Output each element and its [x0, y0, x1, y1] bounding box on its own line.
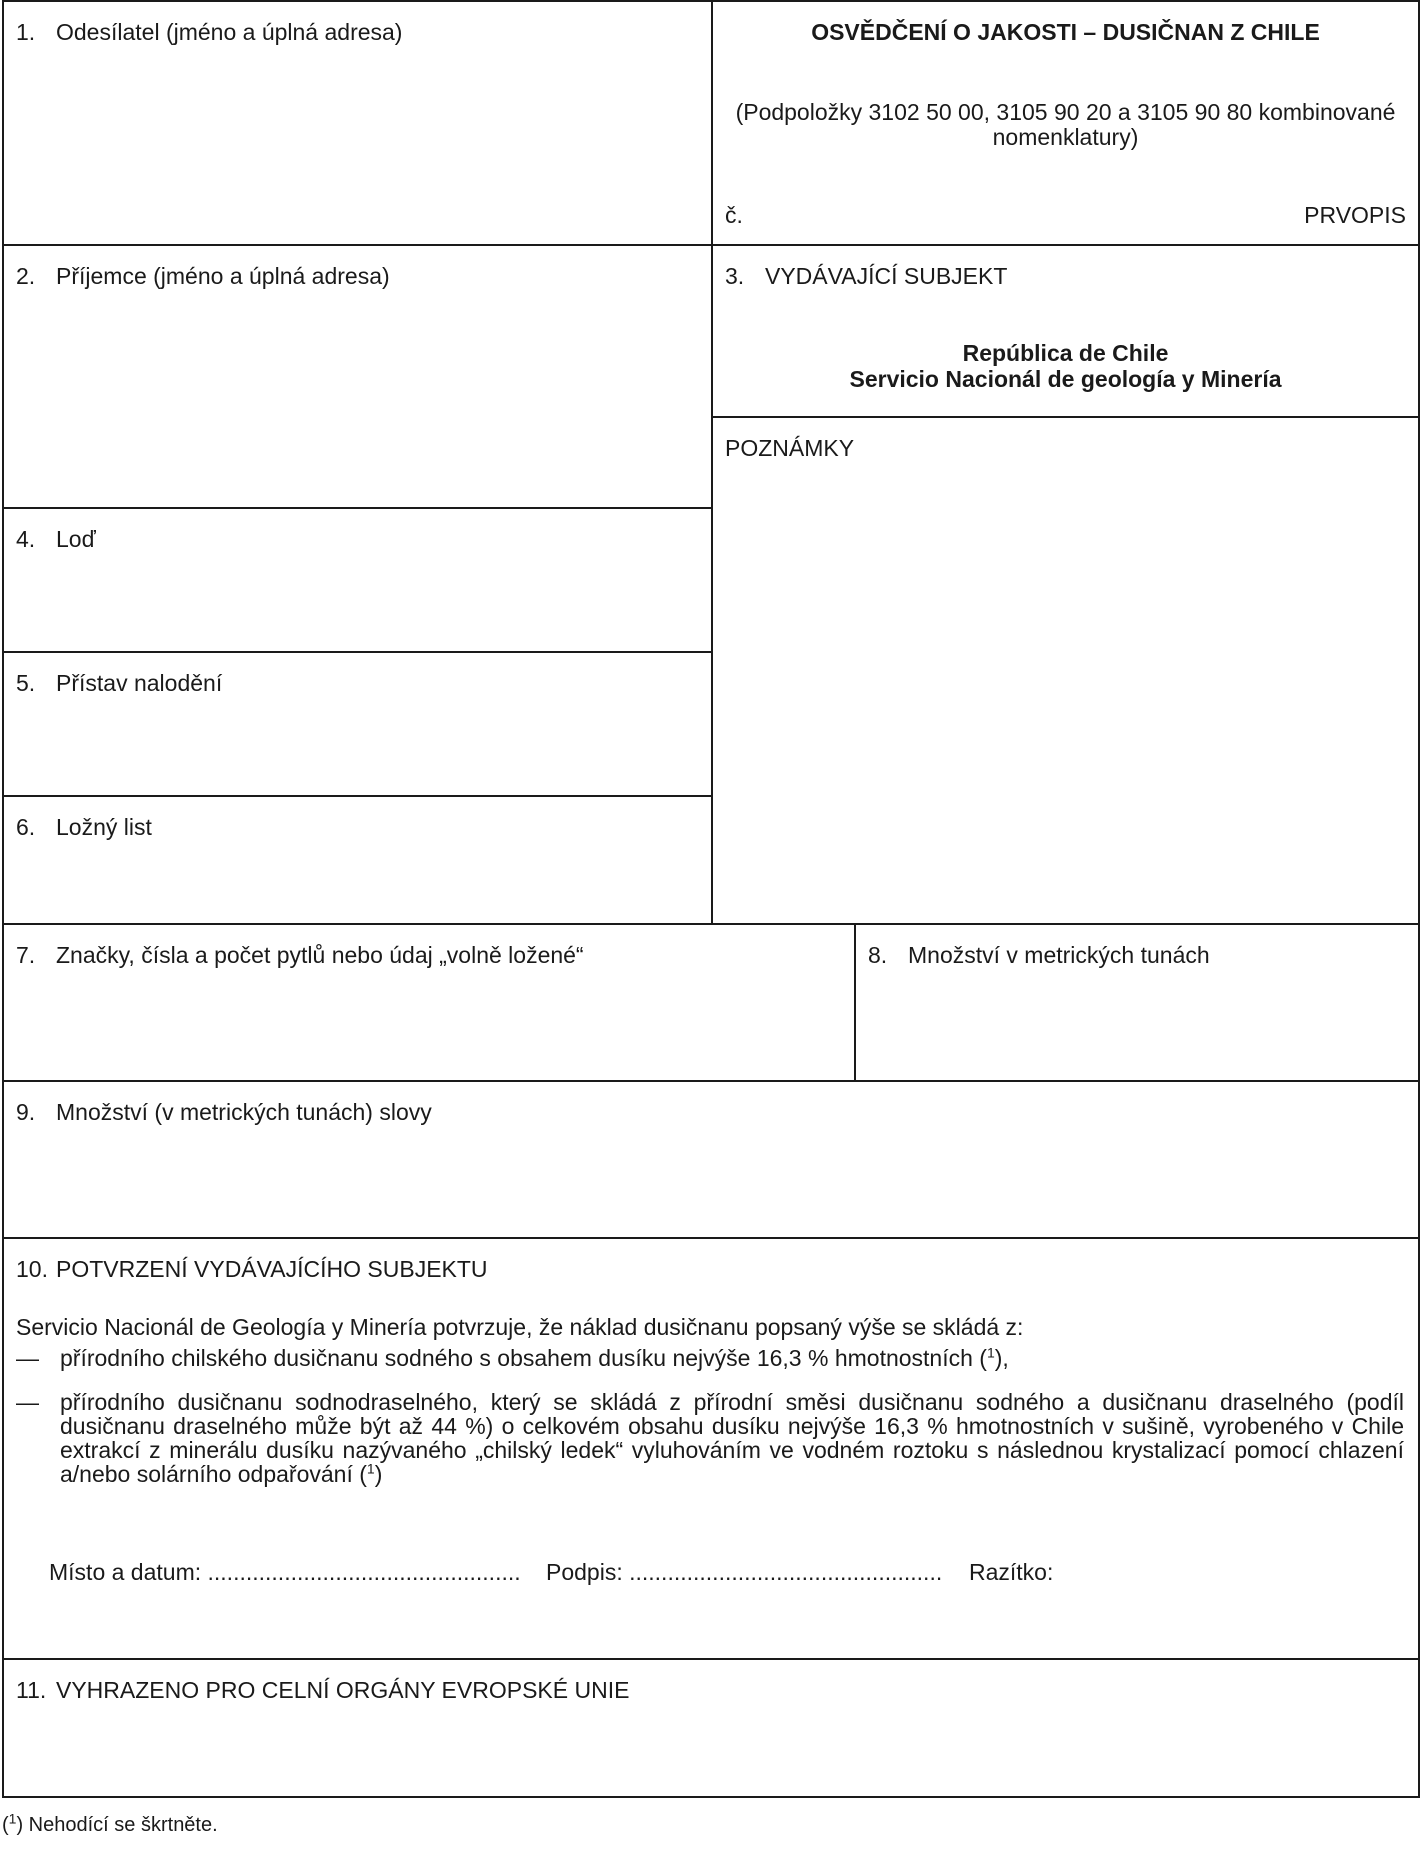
box-label: Ložný list — [56, 814, 152, 840]
footnote-ref: 1 — [986, 1344, 995, 1361]
box-number: 4. — [16, 526, 36, 552]
box-eu-customs[interactable] — [2, 1658, 1420, 1798]
certificate-subtitle-line1: (Podpoložky 3102 50 00, 3105 90 20 a 3105 90 80 kombinované — [735, 99, 1396, 125]
box-label: Množství v metrických tunách — [908, 942, 1210, 968]
box-label: Množství (v metrických tunách) slovy — [56, 1099, 432, 1125]
certificate-form — [2, 0, 1420, 1798]
box-number: 11. — [16, 1677, 47, 1703]
box-label: Příjemce (jméno a úplná adresa) — [56, 263, 390, 289]
box-quantity-words[interactable] — [2, 1080, 1420, 1239]
issuer-line2: Servicio Nacionál de geología y Minería — [849, 366, 1282, 392]
box-number: 5. — [16, 670, 36, 696]
box-number: 8. — [868, 942, 888, 968]
box-quantity-tonnes[interactable] — [854, 923, 1420, 1082]
box-port-of-loading[interactable] — [2, 651, 713, 797]
certificate-number-label: č. — [725, 202, 743, 228]
notes-label: POZNÁMKY — [725, 435, 855, 461]
footnote: ($^1$) Nehodící se škrtněte. — [2, 1810, 218, 1836]
certification-intro: Servicio Nacionál de Geología y Minería potvrzuje, že náklad dusičnanu popsaný výše se skládá z: — [16, 1314, 1024, 1340]
signature-field[interactable]: ................................................. — [629, 1559, 943, 1585]
box-bill-of-lading[interactable] — [2, 795, 713, 925]
certificate-header — [711, 0, 1420, 246]
signature-label: Podpis: — [546, 1559, 623, 1585]
box-consignee[interactable] — [2, 244, 713, 509]
box-number: 1. — [16, 19, 36, 45]
copy-label: PRVOPIS — [1304, 202, 1406, 228]
certification-item-1: — přírodního chilského dusičnanu sodného s obsahem dusíku nejvýše 16,3 % hmotnostních ($^1$), — [16, 1344, 1009, 1371]
box-marks-numbers[interactable] — [2, 923, 856, 1082]
box-number: 6. — [16, 814, 36, 840]
place-date-label: Místo a datum: — [49, 1559, 202, 1585]
box-label: Přístav nalodění — [56, 670, 223, 696]
box-number: 7. — [16, 942, 36, 968]
box-vessel[interactable] — [2, 507, 713, 653]
box-label: VYHRAZENO PRO CELNÍ ORGÁNY EVROPSKÉ UNIE — [56, 1677, 630, 1703]
footnote-number: 1 — [8, 1810, 17, 1827]
stamp-label: Razítko: — [969, 1559, 1054, 1585]
place-date-field[interactable]: ................................................. — [207, 1559, 521, 1585]
box-label: POTVRZENÍ VYDÁVAJÍCÍHO SUBJEKTU — [56, 1256, 488, 1282]
box-label: Loď — [56, 526, 96, 552]
box-number: 10. — [16, 1256, 48, 1282]
footnote-text: ) Nehodící se škrtněte. — [16, 1814, 218, 1836]
box-issuing-body — [711, 244, 1420, 418]
box-number: 3. — [725, 263, 745, 289]
box-number: 2. — [16, 263, 36, 289]
footnote-ref: 1 — [366, 1460, 375, 1477]
item-text: přírodního dusičnanu sodnodraselného, který se skládá z přírodní směsi dusičnanu sodného a dusičnanu draselného (podíl dusičnanu draselného může být až 44 %) o celkovém obsahu dusíku nejvýše 16,3 % hmotnostních v sušině, vyrobeného v Chile extrakcí z minerálu dusíku nazývaného „chilský ledek“ vyluhováním ve vodném roztoku s následnou krystalizací pomocí chlazení a/nebo solárního odpařování ( — [60, 1389, 1404, 1487]
certificate-subtitle-line2: nomenklatury) — [992, 124, 1139, 150]
issuer-line1: República de Chile — [962, 340, 1169, 366]
dash-bullet: — — [16, 1345, 39, 1371]
dash-bullet: — — [16, 1389, 39, 1415]
certificate-title: OSVĚDČENÍ O JAKOSTI – DUSIČNAN Z CHILE — [811, 19, 1320, 45]
box-sender[interactable] — [2, 0, 713, 246]
item-text: přírodního chilského dusičnanu sodného s obsahem dusíku nejvýše 16,3 % hmotnostních ( — [60, 1345, 987, 1371]
box-label: Značky, čísla a počet pytlů nebo údaj „volně ložené“ — [56, 942, 584, 968]
box-issuer-certification — [2, 1237, 1420, 1660]
box-notes[interactable] — [711, 416, 1420, 925]
box-label: Odesílatel (jméno a úplná adresa) — [56, 19, 403, 45]
box-number: 9. — [16, 1099, 36, 1125]
certification-item-2: — přírodního dusičnanu sodnodraselného, který se skládá z přírodní směsi dusičnanu sodného a dusičnanu draselného (podíl dusičnanu draselného může být až 44 %) o celkovém obsahu dusíku nejvýše 16,3 % hmotnostních v sušině, vyrobeného v Chile extrakcí z minerálu dusíku nazývaného „chilský ledek“ vyluhováním ve vodném roztoku s následnou krystalizací pomocí chlazení a/nebo solárního odpařování ($^1$) — [16, 1389, 1404, 1487]
box-label: VYDÁVAJÍCÍ SUBJEKT — [765, 263, 1008, 289]
